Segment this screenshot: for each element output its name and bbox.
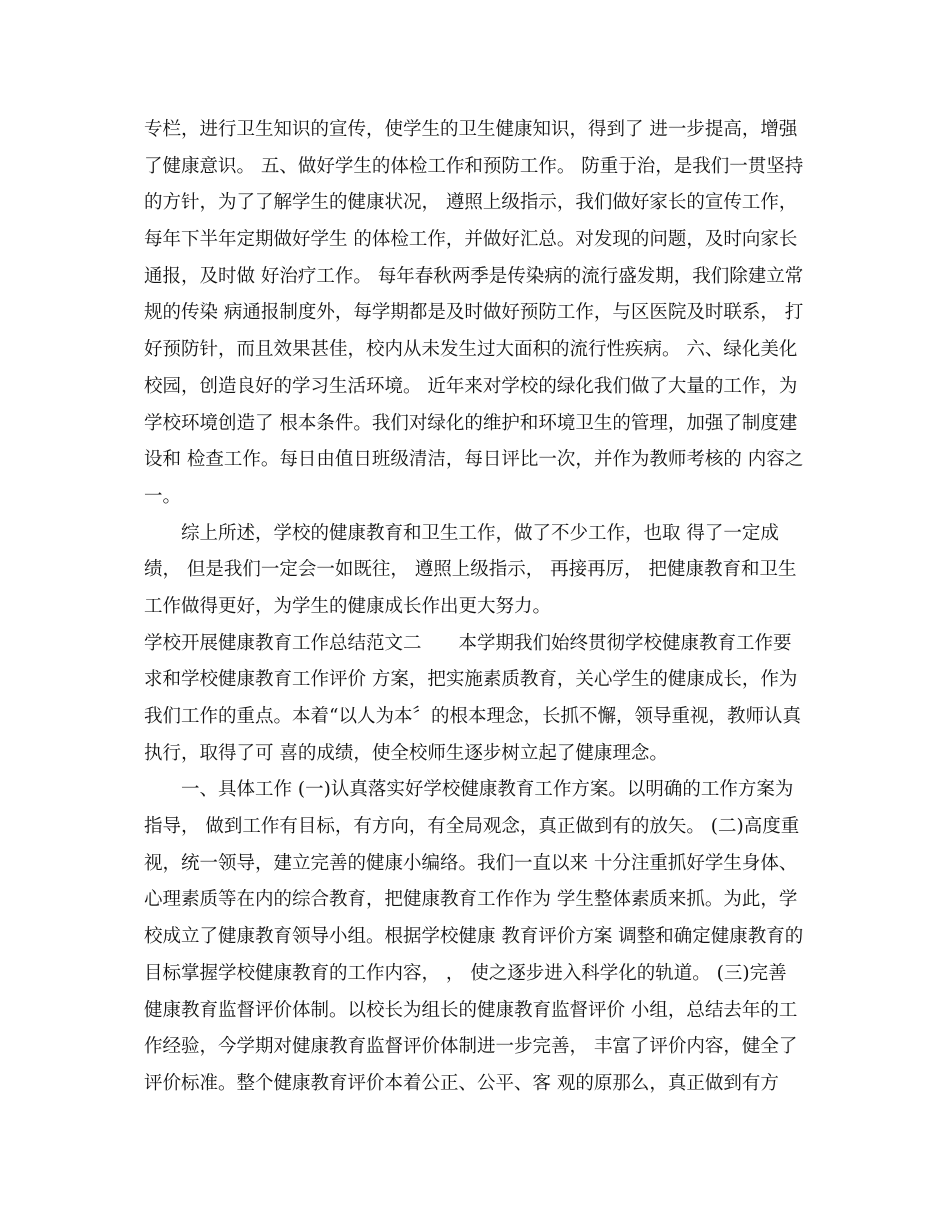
text-line: 设和 检查工作。每日由值日班级清洁，每日评比一次，并作为教师考核的 内容之 <box>144 449 804 471</box>
text-line: 综上所述，学校的健康教育和卫生工作，做了不少工作，也取 得了一定成 <box>144 522 779 544</box>
text-line: 目标掌握学校健康教育的工作内容， ， 使之逐步进入科学化的轨道。 (三)完善 <box>144 962 787 984</box>
text-line: 了健康意识。 五、做好学生的体检工作和预防工作。 防重于治，是我们一贯坚持 <box>144 155 804 177</box>
text-line: 的方针，为了了解学生的健康状况， 遵照上级指示，我们做好家长的宣传工作， <box>144 192 798 214</box>
text-line: 学校开展健康教育工作总结范文二 本学期我们始终贯彻学校健康教育工作要 <box>144 632 792 654</box>
text-line: 通报，及时做 好治疗工作。 每年春秋两季是传染病的流行盛发期，我们除建立常 <box>144 265 804 287</box>
text-line: 规的传染 病通报制度外，每学期都是及时做好预防工作，与区医院及时联系， 打 <box>144 302 804 324</box>
text-line: 工作做得更好，为学生的健康成长作出更大努力。 <box>144 595 552 617</box>
text-line: 执行，取得了可 喜的成绩，使全校师生逐步树立起了健康理念。 <box>144 742 668 764</box>
text-line: 专栏，进行卫生知识的宣传，使学生的卫生健康知识，得到了 进一步提高，增强 <box>144 119 798 140</box>
text-line: 学校环境创造了 根本条件。我们对绿化的维护和环境卫生的管理，加强了制度建 <box>144 412 798 434</box>
body-text <box>144 112 814 1103</box>
text-line: 好预防针，而且效果甚佳，校内从未发生过大面积的流行性疾病。 六、绿化美化 <box>144 339 798 361</box>
text-line: 一、具体工作 (一)认真落实好学校健康教育工作方案。以明确的工作方案为 <box>144 779 794 801</box>
text-line: 指导， 做到工作有目标，有方向，有全局观念，真正做到有的放矢。 (二)高度重 <box>144 816 800 838</box>
text-line: 评价标准。整个健康教育评价本着公正、公平、客 观的原那么，真正做到有方 <box>144 1072 779 1094</box>
text-line: 一。 <box>144 485 182 507</box>
text-line: 心理素质等在内的综合教育，把健康教育工作作为 学生整体素质来抓。为此，学 <box>144 889 798 911</box>
text-line: 健康教育监督评价体制。以校长为组长的健康教育监督评价 小组，总结去年的工 <box>144 999 798 1021</box>
text-line: 我们工作的重点。本着“以人为本〞的根本理念，长抓不懈，领导重视，教师认真 <box>144 706 801 727</box>
text-line: 绩， 但是我们一定会一如既往， 遵照上级指示， 再接再厉， 把健康教育和卫生 <box>144 559 797 581</box>
text-line: 作经验，今学期对健康教育监督评价体制进一步完善， 丰富了评价内容，健全了 <box>144 1036 798 1058</box>
text-line: 每年下半年定期做好学生 的体检工作，并做好汇总。对发现的问题，及时向家长 <box>144 229 798 251</box>
text-line: 视，统一领导，建立完善的健康小编络。我们一直以来 十分注重抓好学生身体、 <box>144 852 798 874</box>
text-line: 求和学校健康教育工作评价 方案，把实施素质教育，关心学生的健康成长，作为 <box>144 669 798 691</box>
text-line: 校成立了健康教育领导小组。根据学校健康 教育评价方案 调整和确定健康教育的 <box>144 926 804 948</box>
text-line: 校园，创造良好的学习生活环境。 近年来对学校的绿化我们做了大量的工作，为 <box>144 375 798 397</box>
